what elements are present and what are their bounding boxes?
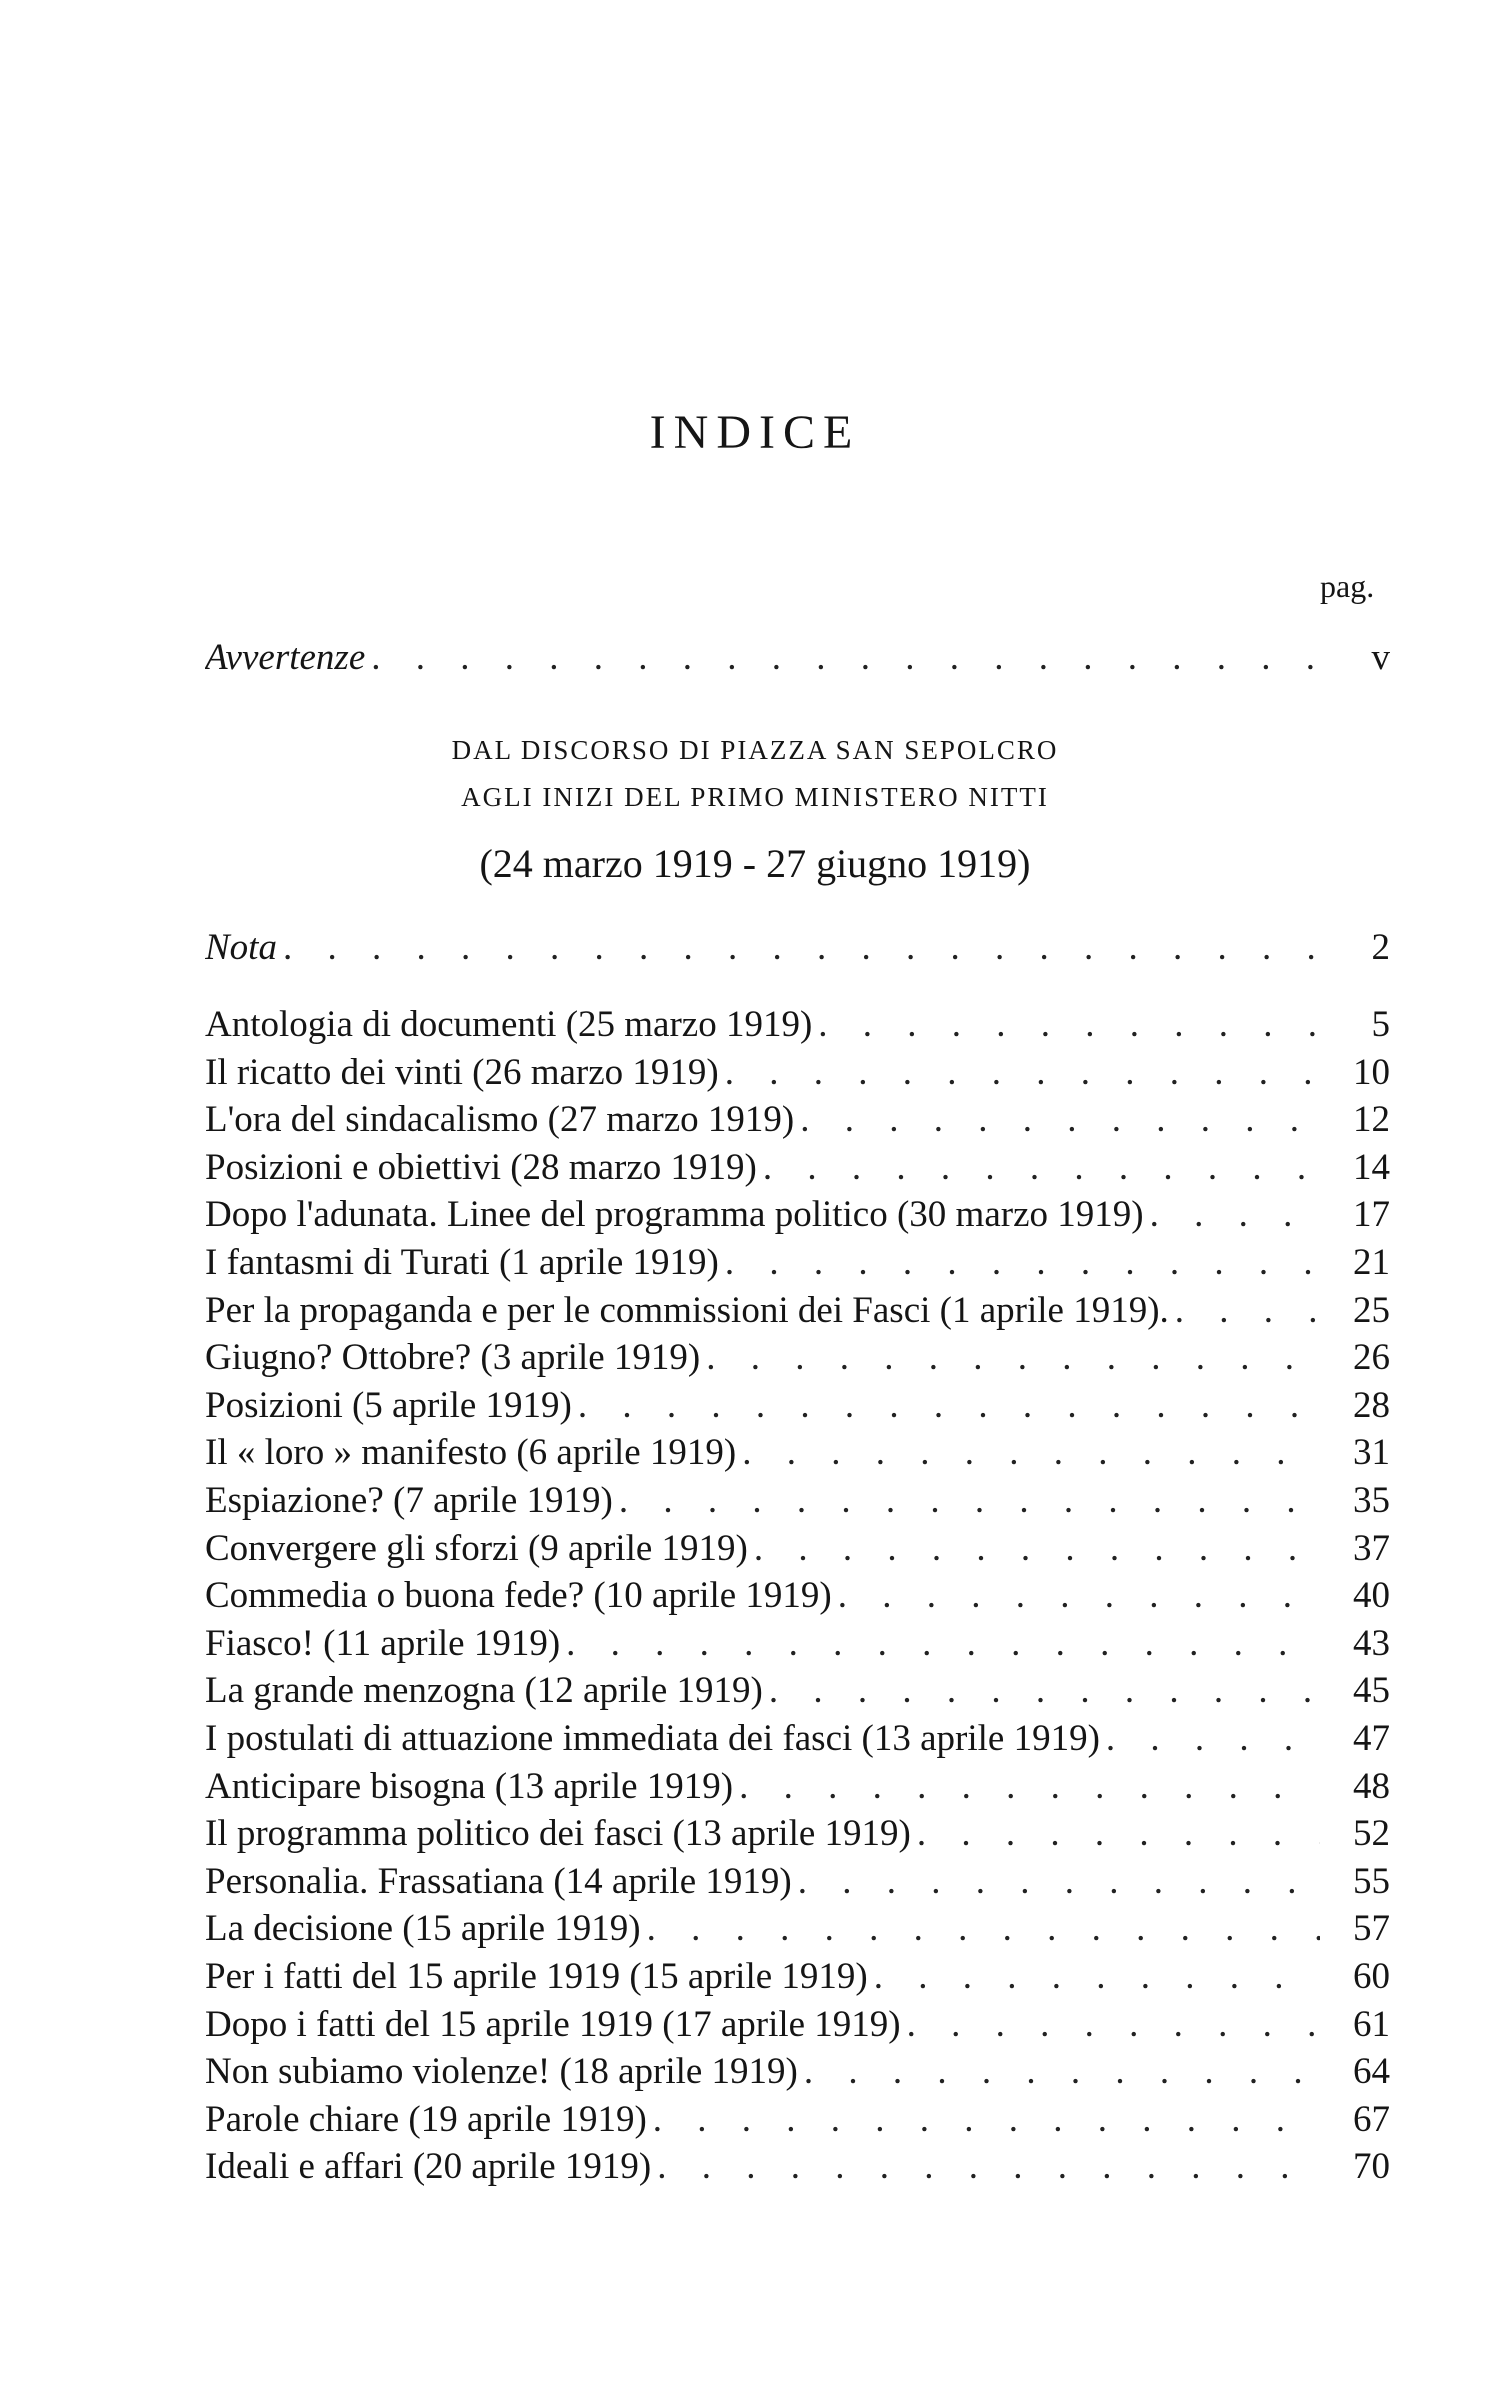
toc-page-number: 37 (1353, 1528, 1390, 1569)
toc-entry[interactable] (205, 2096, 1390, 2144)
toc-entry-title: I postulati di attuazione immediata dei fasci (13 aprile 1919) (205, 1718, 1100, 1759)
toc-page-number: 14 (1353, 1147, 1390, 1188)
toc-page-number: 10 (1353, 1052, 1390, 1093)
toc-entry-title: Ideali e affari (20 aprile 1919) (205, 2146, 652, 2187)
dot-leader (838, 1572, 1320, 1620)
dot-leader (917, 1810, 1320, 1858)
dot-leader (874, 1953, 1320, 2001)
dot-leader (578, 1382, 1320, 1430)
toc-entry[interactable] (205, 1144, 1390, 1192)
dot-leader (818, 1001, 1320, 1049)
dot-leader (769, 1667, 1320, 1715)
toc-page-number: 61 (1353, 2004, 1390, 2045)
toc-page-number: 28 (1353, 1385, 1390, 1426)
toc-page-number: 35 (1353, 1480, 1390, 1521)
toc-entry[interactable] (205, 1049, 1390, 1097)
dot-leader (653, 2096, 1320, 2144)
toc-page-number: 47 (1353, 1718, 1390, 1759)
toc-entry-title: Parole chiare (19 aprile 1919) (205, 2099, 647, 2140)
dot-leader (800, 1096, 1320, 1144)
toc-entry[interactable] (205, 1572, 1390, 1620)
toc-entry[interactable] (205, 1001, 1390, 1049)
toc-page-number: 31 (1353, 1432, 1390, 1473)
toc-entry-title: Dopo l'adunata. Linee del programma politico (30 marzo 1919) (205, 1194, 1144, 1235)
toc-entry-title: Il ricatto dei vinti (26 marzo 1919) (205, 1052, 719, 1093)
dot-leader (742, 1429, 1320, 1477)
toc-entry[interactable] (205, 1477, 1390, 1525)
toc-entry[interactable] (205, 1287, 1390, 1335)
page-column-label: pag. (1320, 568, 1375, 604)
toc-entry-title: Per i fatti del 15 aprile 1919 (15 aprile 1919) (205, 1956, 868, 1997)
toc-page-number: 64 (1353, 2051, 1390, 2092)
dot-leader (725, 1239, 1320, 1287)
toc-entry-title: La decisione (15 aprile 1919) (205, 1908, 641, 1949)
toc-page-number: 25 (1353, 1290, 1390, 1331)
toc-page-number: 67 (1353, 2099, 1390, 2140)
toc-page-number: 40 (1353, 1575, 1390, 1616)
toc-entry[interactable] (205, 1667, 1390, 1715)
toc-entry[interactable] (205, 1953, 1390, 2001)
toc-page-number: 55 (1353, 1861, 1390, 1902)
toc-entry-title: Il programma politico dei fasci (13 aprile 1919) (205, 1813, 911, 1854)
toc-entry[interactable] (205, 1096, 1390, 1144)
toc-entry[interactable] (205, 1382, 1390, 1430)
dot-leader (657, 2143, 1320, 2191)
toc-entry-title: Dopo i fatti del 15 aprile 1919 (17 aprile 1919) (205, 2004, 901, 2045)
toc-entry-title: Nota (205, 927, 277, 968)
toc-page-number: 52 (1353, 1813, 1390, 1854)
dot-leader (619, 1477, 1320, 1525)
toc-page-number: 12 (1353, 1099, 1390, 1140)
dot-leader (1150, 1191, 1320, 1239)
toc-entry-title: Non subiamo violenze! (18 aprile 1919) (205, 2051, 798, 2092)
toc-entry[interactable] (205, 2143, 1390, 2191)
toc-page-number: 26 (1353, 1337, 1390, 1378)
section-dates: (24 marzo 1919 - 27 giugno 1919) (479, 841, 1031, 886)
dot-leader (566, 1620, 1320, 1668)
toc-entry[interactable] (205, 1905, 1390, 1953)
dot-leader (1106, 1715, 1320, 1763)
toc-page-number: 57 (1353, 1908, 1390, 1949)
dot-leader (754, 1525, 1320, 1573)
toc-entry[interactable] (205, 1525, 1390, 1573)
page-title: INDICE (649, 406, 861, 459)
toc-entry[interactable] (205, 1763, 1390, 1811)
toc-page-number: 17 (1353, 1194, 1390, 1235)
toc-page-number: 60 (1353, 1956, 1390, 1997)
toc-page-number: 21 (1353, 1242, 1390, 1283)
section-heading-line2: AGLI INIZI DEL PRIMO MINISTERO NITTI (461, 782, 1049, 812)
dot-leader (647, 1905, 1320, 1953)
toc-entry-title: Espiazione? (7 aprile 1919) (205, 1480, 613, 1521)
toc-entry-title: Anticipare bisogna (13 aprile 1919) (205, 1766, 734, 1807)
toc-entry-title: Per la propaganda e per le commissioni dei Fasci (1 aprile 1919). (205, 1290, 1169, 1331)
toc-entry[interactable] (205, 1715, 1390, 1763)
dot-leader (804, 2048, 1320, 2096)
toc-page-number: 5 (1371, 1004, 1390, 1045)
toc-entry-title: Posizioni e obiettivi (28 marzo 1919) (205, 1147, 757, 1188)
toc-entry[interactable] (205, 1620, 1390, 1668)
toc-page-number: 70 (1353, 2146, 1390, 2187)
dot-leader (739, 1763, 1320, 1811)
toc-entry-title: Giugno? Ottobre? (3 aprile 1919) (205, 1337, 701, 1378)
dot-leader (763, 1144, 1320, 1192)
toc-entry-title: Fiasco! (11 aprile 1919) (205, 1623, 561, 1664)
toc-page-number: 48 (1353, 1766, 1390, 1807)
toc-entry-title: L'ora del sindacalismo (27 marzo 1919) (205, 1099, 795, 1140)
toc-entry-title: Avvertenze (205, 637, 366, 678)
dot-leader (798, 1858, 1320, 1906)
toc-entry[interactable] (205, 1191, 1390, 1239)
toc-entry-title: Convergere gli sforzi (9 aprile 1919) (205, 1528, 748, 1569)
toc-entry-title: Personalia. Frassatiana (14 aprile 1919) (205, 1861, 792, 1902)
dot-leader (283, 924, 1320, 972)
toc-entry-title: Commedia o buona fede? (10 aprile 1919) (205, 1575, 832, 1616)
toc-entry[interactable] (205, 1429, 1390, 1477)
toc-entry[interactable] (205, 2001, 1390, 2049)
dot-leader (907, 2001, 1320, 2049)
toc-entry[interactable] (205, 1239, 1390, 1287)
dot-leader (706, 1334, 1320, 1382)
toc-entry-title: Il « loro » manifesto (6 aprile 1919) (205, 1432, 737, 1473)
toc-entry[interactable] (205, 2048, 1390, 2096)
toc-entry-avvertenze[interactable] (205, 634, 1390, 682)
toc-entry-title: Antologia di documenti (25 marzo 1919) (205, 1004, 813, 1045)
toc-page-number: v (1371, 637, 1390, 678)
toc-page-number: 43 (1353, 1623, 1390, 1664)
toc-entry[interactable] (205, 1858, 1390, 1906)
dot-leader (725, 1049, 1320, 1097)
toc-entry-nota[interactable] (205, 924, 1390, 972)
toc-entry-title: Posizioni (5 aprile 1919) (205, 1385, 572, 1426)
toc-entry[interactable] (205, 1334, 1390, 1382)
toc-page-number: 45 (1353, 1670, 1390, 1711)
toc-entry[interactable] (205, 1810, 1390, 1858)
dot-leader (1175, 1287, 1320, 1335)
toc-entry-title: La grande menzogna (12 aprile 1919) (205, 1670, 763, 1711)
toc-entry-title: I fantasmi di Turati (1 aprile 1919) (205, 1242, 719, 1283)
dot-leader (371, 634, 1320, 682)
toc-page-number: 2 (1371, 927, 1390, 968)
section-heading-line1: DAL DISCORSO DI PIAZZA SAN SEPOLCRO (451, 735, 1059, 765)
